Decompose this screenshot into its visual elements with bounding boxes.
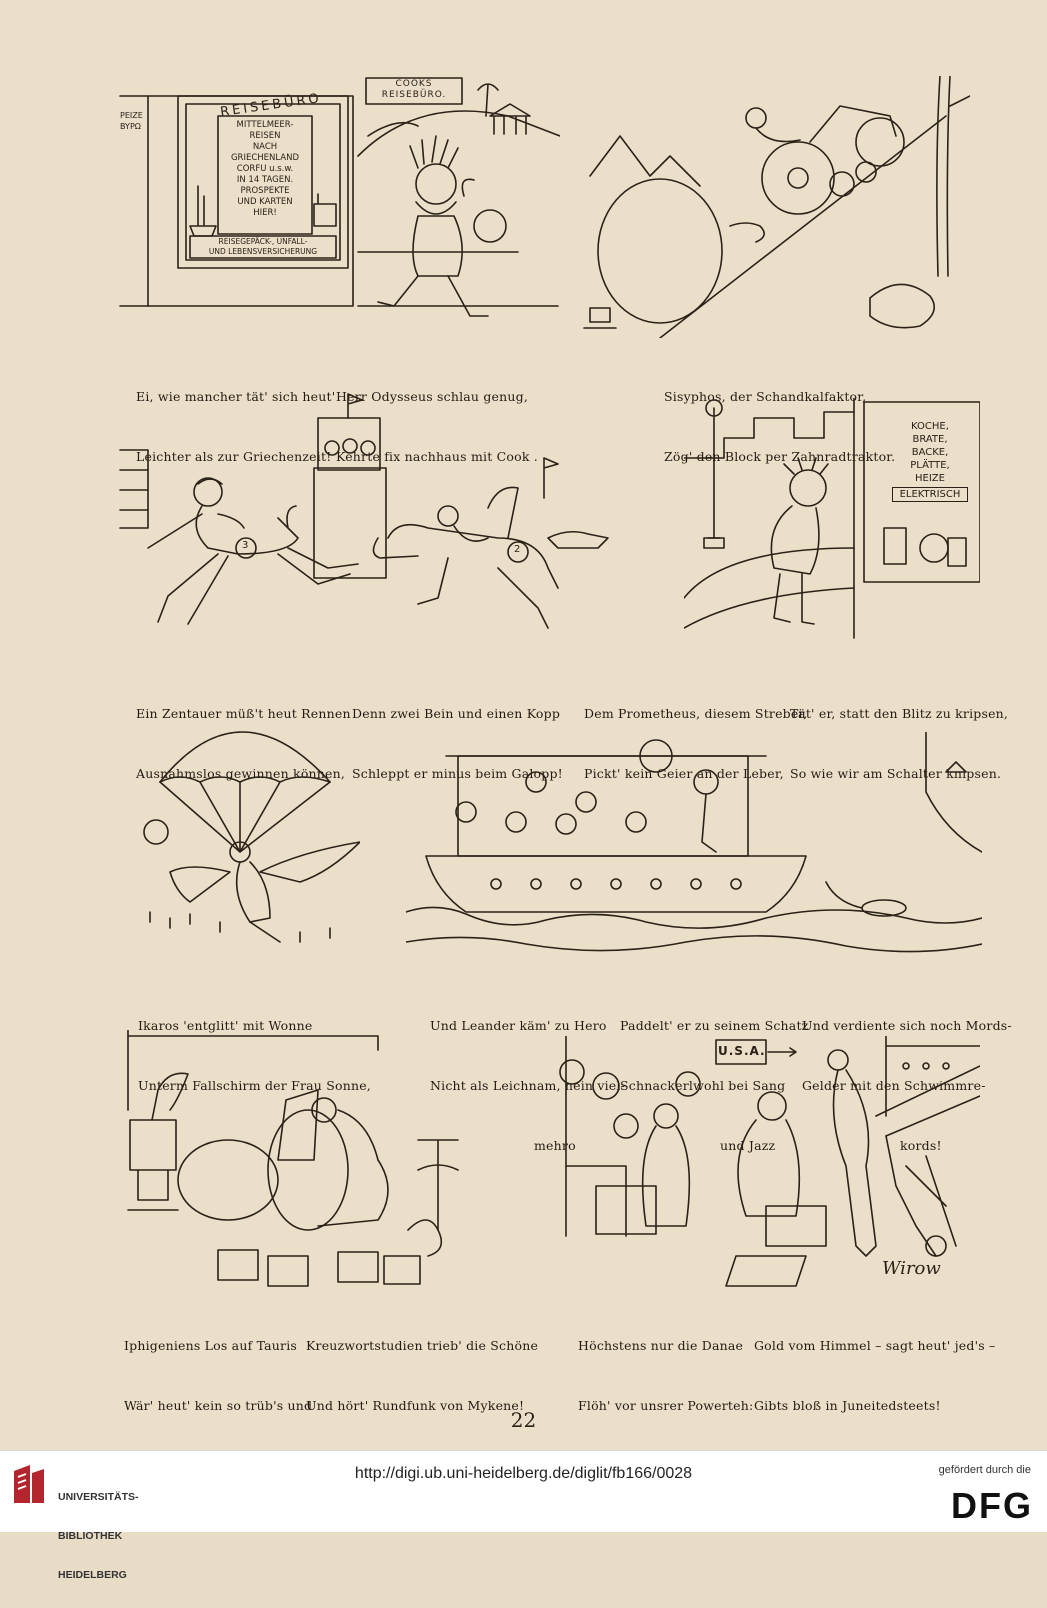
caption-15: Gold vom Himmel – sagt heut' jed's – Gibts bloß in Juneitedsteets! [754,1338,996,1413]
illustration-usa-danae [556,1036,980,1290]
caption-12: Iphigeniens Los auf Tauris Wär' heut' kein so trüb's und [124,1338,313,1413]
illustration-ikaros [130,722,360,972]
peize-sign: PEIZE BYPΩ [120,111,143,131]
illustration-centaur-race [118,388,618,642]
permalink-url [0,1465,1047,1483]
electric-window-sign: KOCHE, BRATE, BACKE, PLÄTTE, HEIZE ELEKTRISCH [892,420,968,502]
caption-9: Und Leander käm' zu Hero Nicht als Leichnam, nein viel- mehro [430,1018,626,1153]
artist-signature: Wirow [882,1258,941,1279]
caption-13: Kreuzwortstudien trieb' die Schöne Und hört' Rundfunk von Mykene! [306,1338,539,1413]
funded-by-label: gefördert durch die [938,1464,1031,1476]
reisebuero-sign: REISEBÜRO [219,90,323,121]
caption-10: Paddelt' er zu seinem Schatz Schnackerlwohl bei Sang und Jazz [620,1018,809,1153]
dfg-logo[interactable]: DFG [951,1485,1033,1526]
caption-1: Ei, wie mancher tät' sich heut' Leichter als zur Griechenzeit! [136,389,336,464]
illustration-travel-agency [118,76,560,338]
illustration-sisyphos [570,76,970,338]
caption-2: Herr Odysseus schlau genug, Kehrte fix nachhaus mit Cook . [336,389,538,464]
library-name[interactable]: UNIVERSITÄTS- BIBLIOTHEK HEIDELBERG [58,1491,139,1581]
caption-8: Ikaros 'entglitt' mit Wonne Unterm Fallschirm der Frau Sonne, [138,1018,371,1093]
page-number: 22 [510,1408,537,1432]
caption-4: Ein Zentauer müß't heut Rennen Ausnahmslos gewinnen können, [136,706,351,781]
caption-3: Sisyphos, der Schandkalfaktor, Zög' den Block per Zahnradtraktor. [664,389,896,464]
jockey-number-2: 2 [514,544,521,555]
illustration-leander-boat [406,732,982,972]
caption-14: Höchstens nur die Danae Flöh' vor unsrer Powerteh: [578,1338,754,1413]
jockey-number-3: 3 [242,540,249,551]
insurance-sign: REISEGEPÄCK-, UNFALL- UND LEBENSVERSICHERUNG [208,237,318,256]
travel-poster: MITTELMEER- REISEN NACH GRIECHENLAND CORFU u.s.w. IN 14 TAGEN. PROSPEKTE UND KARTEN HIER! [230,120,300,218]
viewer-footer [0,1450,1047,1581]
cooks-sign: COOKS REISEBÜRO. [381,79,447,100]
caption-6: Dem Prometheus, diesem Streber, Pickt' kein Geier an der Leber, [584,706,808,781]
caption-11: Und verdiente sich noch Mords- Gelder mit den Schwimmre- kords! [802,1018,1012,1153]
permalink-link[interactable]: http://digi.ub.uni-heidelberg.de/diglit/fb166/0028 [354,1465,693,1482]
illustration-iphigenie [118,1030,478,1290]
caption-5: Denn zwei Bein und einen Kopp Schleppt er minus beim Galopp! [352,706,563,781]
caption-7: Tät' er, statt den Blitz zu kripsen, So wie wir am Schalter knipsen. [790,706,1009,781]
usa-sign: U.S.A. [718,1044,766,1058]
illustration-prometheus [684,398,980,658]
